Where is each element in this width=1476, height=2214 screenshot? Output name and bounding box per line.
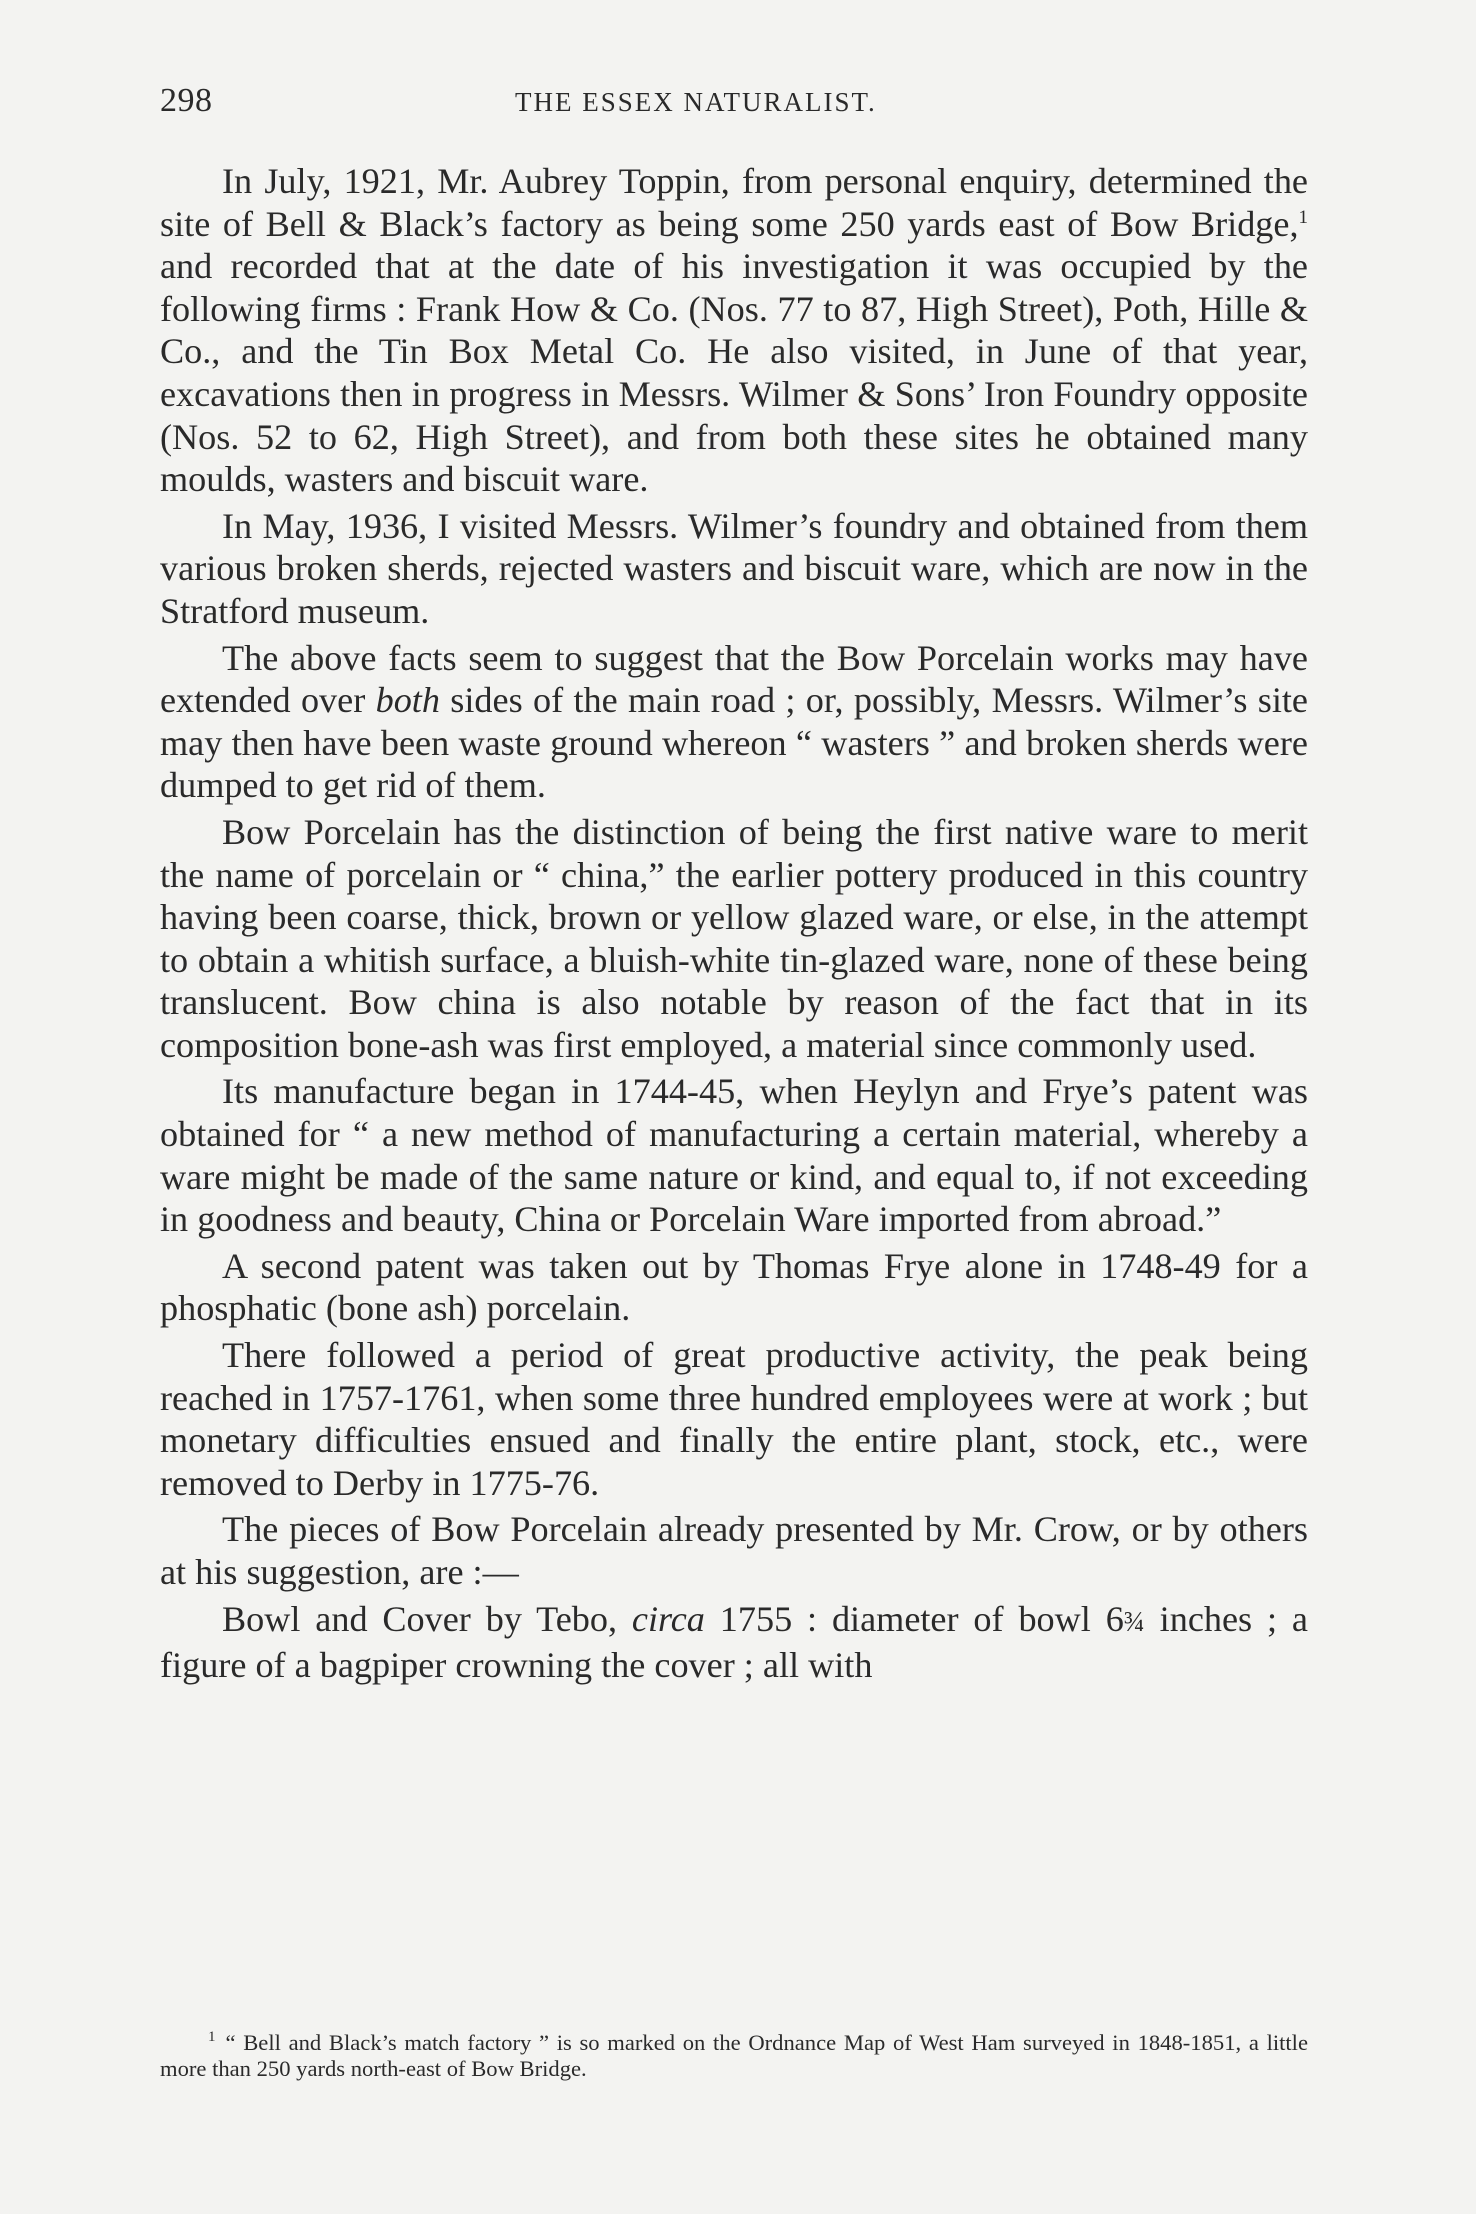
paragraph-second-patent: A second patent was taken out by Thomas Frye alone in 1748-49 for a phosphatic (bone ash) porcelain. xyxy=(160,1245,1308,1329)
fraction: ¾ xyxy=(1123,1606,1145,1638)
footnote-reference: 1 xyxy=(1298,206,1308,228)
paragraph-text: inches ; a figure of a bagpiper crowning the cover ; all with xyxy=(160,1598,1308,1686)
footnote xyxy=(160,2030,1308,2082)
paragraph-productive-period: There followed a period of great productive activity, the peak being reached in 1757-1761, when some three hundred employees were at work ; but monetary difficulties ensued and finally the entire plant, stock, etc., were removed to Derby in 1775-76. xyxy=(160,1335,1308,1503)
page-number: 298 xyxy=(160,82,213,119)
paragraph-pieces-presented: The pieces of Bow Porcelain already presented by Mr. Crow, or by others at his suggestion, are :— xyxy=(160,1509,1308,1592)
paragraph-text: sides of the main road ; or, possibly, Messrs. Wilmer’s site may then have been waste ground whereon “ wasters ” and broken sherds were dumped to get rid of them. xyxy=(160,680,1308,806)
page-header xyxy=(160,82,1310,132)
paragraph-both-sides xyxy=(160,637,1308,807)
paragraph-distinction: Bow Porcelain has the distinction of being the first native ware to merit the name of porcelain or “ china,” the earlier pottery produced in this country having been coarse, thick, brown or yellow glazed ware, or else, in the attempt to obtain a whitish surface, a bluish-white tin-glazed ware, none of these being translucent. Bow china is also notable by reason of the fact that in its composition bone-ash was first employed, a material since commonly used. xyxy=(160,811,1308,1065)
footnote-text: “ Bell and Black’s match factory ” is so marked on the Ordnance Map of West Ham surveyed in 1848-1851, a little more than 250 yards north-east of Bow Bridge. xyxy=(160,2030,1308,2081)
running-title: THE ESSEX NATURALIST. xyxy=(515,87,877,117)
paragraph-text: Bowl and Cover by Tebo, xyxy=(222,1598,632,1639)
paragraph-text: and recorded that at the date of his investigation it was occupied by the following firms : Frank How & Co. (Nos. 77 to 87, High Street), Poth, Hille & Co., and the Tin Box Metal Co. He also visited, in June of that year, excavations then in progress in Messrs. Wilmer & Sons’ Iron Foundry opposite (Nos. 52 to 62, High Street), and from both these sites he obtained many moulds, wasters and biscuit ware. xyxy=(160,246,1308,500)
paragraph-manufacture: Its manufacture began in 1744-45, when Heylyn and Frye’s patent was obtained for “ a new method of manufacturing a certain material, whereby a ware might be made of the same nature or kind, and equal to, if not exceeding in goodness and beauty, China or Porcelain Ware imported from abroad.” xyxy=(160,1071,1308,1240)
paragraph-toppin-site xyxy=(160,160,1308,501)
footnote-paragraph xyxy=(160,2030,1308,2082)
paragraph-bowl-and-cover xyxy=(160,1598,1308,1687)
footnote-marker: 1 xyxy=(208,2029,216,2046)
paragraph-text: 1755 : diameter of bowl 6 xyxy=(704,1598,1124,1639)
body-text xyxy=(160,160,1308,1691)
paragraph-text: In July, 1921, Mr. Aubrey Toppin, from personal enquiry, determined the site of Bell & Black’s factory as being some 250 yards east of Bow Bridge, xyxy=(160,161,1308,244)
paragraph-text: The above facts seem to suggest that the Bow Porcelain works may have extended over xyxy=(160,637,1308,721)
emphasis-both: both xyxy=(375,680,440,721)
paragraph-wilmer-visit: In May, 1936, I visited Messrs. Wilmer’s foundry and obtained from them various broken sherds, rejected wasters and biscuit ware, which are now in the Stratford museum. xyxy=(160,505,1308,631)
emphasis-circa: circa xyxy=(631,1598,705,1639)
